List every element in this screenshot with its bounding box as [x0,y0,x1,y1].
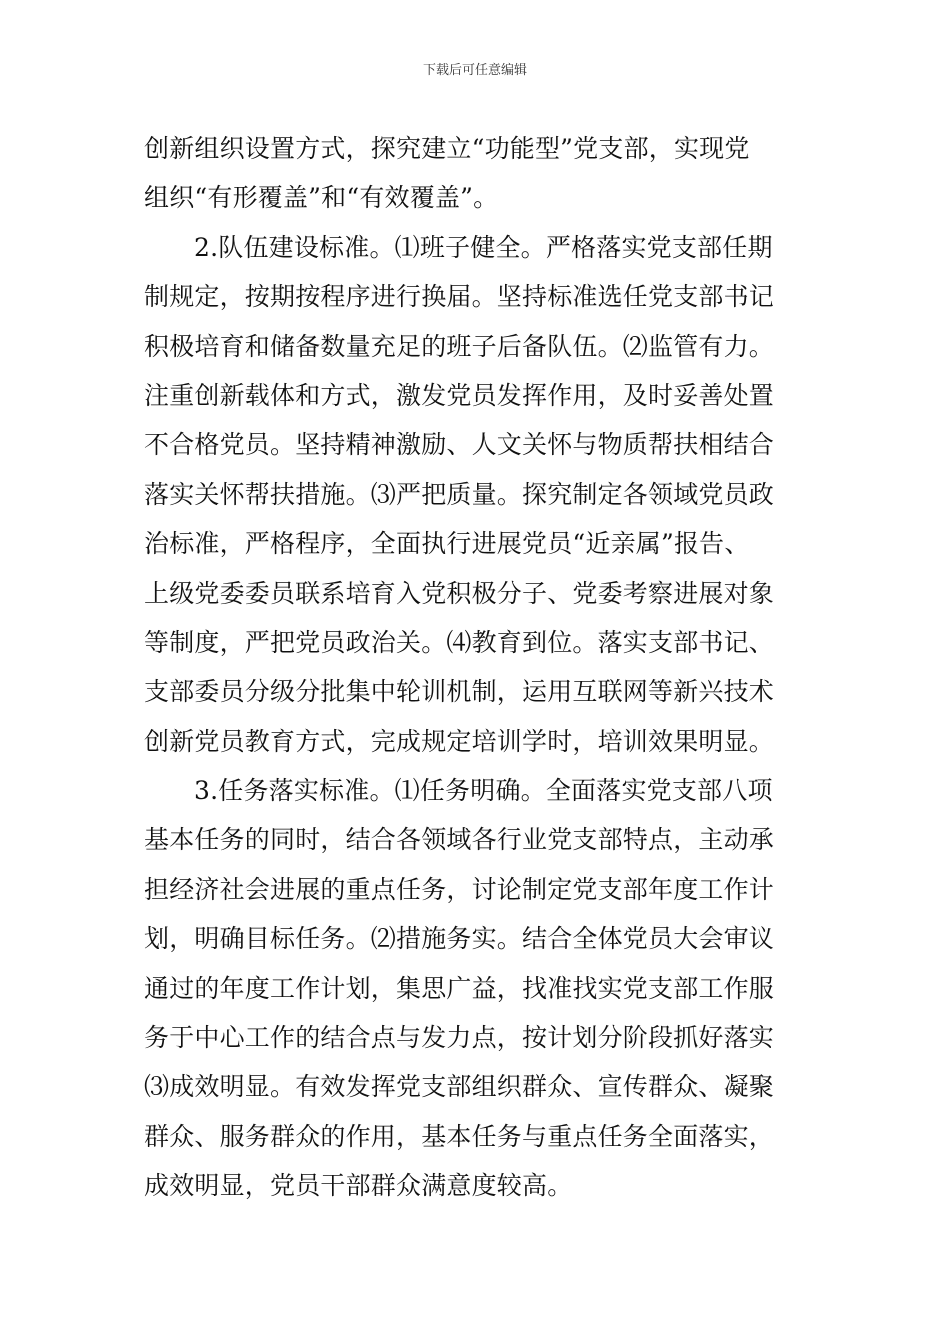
text-line: 务于中心工作的结合点与发力点，按计划分阶段抓好落实 [144,1023,775,1053]
page-header: 下载后可任意编辑 [422,63,527,78]
text-line: 创新党员教育方式，完成规定培训学时，培训效果明显。 [144,726,775,756]
text-line: 基本任务的同时，结合各领域各行业党支部特点，主动承 [144,825,775,855]
text-line: 担经济社会进展的重点任务，讨论制定党支部年度工作计 [144,874,775,904]
text-line: 注重创新载体和方式，激发党员发挥作用，及时妥善处置 [144,380,775,410]
text-line: 积极培育和储备数量充足的班子后备队伍。⑵监管有力。 [144,331,775,361]
text-line: 3.任务落实标准。⑴任务明确。全面落实党支部八项 [194,776,773,806]
text-line: 创新组织设置方式，探究建立“功能型”党支部，实现党 [144,134,750,163]
text-line: 上级党委委员联系培育入党积极分子、党委考察进展对象 [144,578,775,608]
text-line: 2.队伍建设标准。⑴班子健全。严格落实党支部任期 [194,232,773,262]
text-line: 成效明显，党员干部群众满意度较高。 [144,1171,573,1201]
text-line: 组织“有形覆盖”和“有效覆盖”。 [144,183,499,213]
text-line: 治标准，严格程序，全面执行进展党员“近亲属”报告、 [144,529,750,559]
text-line: 制规定，按期按程序进行换届。坚持标准选任党支部书记 [144,282,775,312]
text-line: 等制度，严把党员政治关。⑷教育到位。落实支部书记、 [144,627,775,657]
text-line: 支部委员分级分批集中轮训机制，运用互联网等新兴技术 [144,677,775,707]
text-line: 落实关怀帮扶措施。⑶严把质量。探究制定各领域党员政 [144,479,775,509]
text-line: 通过的年度工作计划，集思广益，找准找实党支部工作服 [144,973,775,1003]
body-text [144,124,810,1211]
text-line: ⑶成效明显。有效发挥党支部组织群众、宣传群众、凝聚 [144,1072,775,1102]
text-line: 群众、服务群众的作用，基本任务与重点任务全面落实， [144,1121,775,1151]
text-line: 不合格党员。坚持精神激励、人文关怀与物质帮扶相结合 [144,430,775,460]
text-line: 划，明确目标任务。⑵措施务实。结合全体党员大会审议 [144,924,775,954]
